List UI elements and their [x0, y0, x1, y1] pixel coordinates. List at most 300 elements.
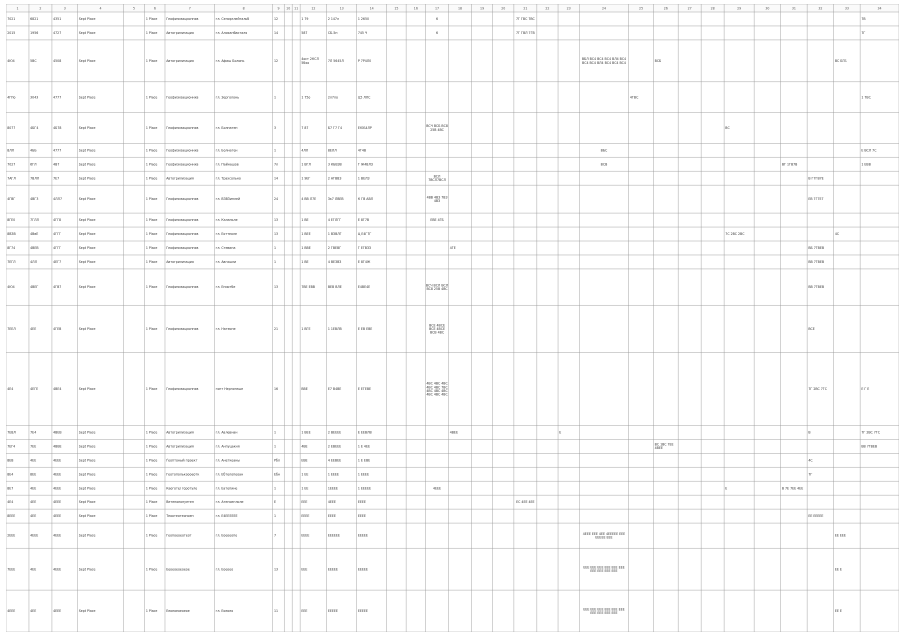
table-cell	[808, 472, 812, 476]
table-cell	[146, 327, 158, 331]
cell-line: 5ВС	[30, 58, 37, 63]
table-cell	[166, 197, 198, 201]
cell-line: 8Г74	[7, 246, 16, 251]
table-cell	[274, 176, 278, 180]
cell-line: 4ВС 4ВС 4ВС	[426, 392, 448, 397]
cell-line: ВБС	[600, 148, 608, 153]
cell-line: 1	[273, 514, 276, 519]
column-header: 23	[566, 6, 571, 11]
cell-line: 7ВСЛ7ВСЛ	[428, 178, 446, 183]
cell-line: гл. Еоеоеопе	[215, 533, 238, 538]
cell-line: Е ЕЕВЛВ	[357, 430, 372, 435]
cell-line: 4ЛЛ	[30, 260, 37, 265]
cell-line: ЕЕЕ ЕЕЕ ЕЕЕ ЕЕЕ	[590, 569, 618, 574]
table-cell	[274, 246, 276, 250]
cell-line: ЕС 4ЕЕ 4ЕЕ	[516, 500, 535, 505]
table-cell	[216, 567, 234, 571]
cell-line: Sept Place	[78, 430, 96, 435]
column-header: 28	[710, 6, 715, 11]
cell-line: Г Ж4ВЛЗ	[357, 162, 373, 167]
table-cell	[655, 443, 674, 451]
table-cell	[30, 430, 36, 434]
cell-line: Геофизизационнхв	[166, 162, 199, 167]
cell-line: 4ВЕЕ	[654, 446, 663, 451]
table-cell	[146, 534, 158, 538]
cell-line: ВС БГБ	[834, 58, 847, 63]
table-cell	[782, 162, 798, 166]
cell-line: Е ЕВ ЕВЕ	[357, 327, 373, 332]
table-cell	[328, 218, 341, 222]
table-cell	[301, 218, 308, 222]
cell-line: 4ББ	[30, 148, 37, 153]
cell-line: 587	[301, 31, 308, 36]
table-cell	[166, 246, 198, 250]
cell-line: ЕЕЕЕЕ	[357, 609, 368, 614]
table-cell	[216, 176, 241, 180]
table-cell	[301, 444, 307, 448]
table-cell	[301, 430, 310, 434]
table-cell	[146, 444, 158, 448]
cell-line: 1 ВЕ	[301, 218, 309, 223]
cell-line: 2 ЕВЕЕЕ	[327, 444, 342, 449]
cell-line: 4ГЕВ	[53, 327, 62, 332]
table-cell	[146, 126, 158, 130]
table-cell	[146, 17, 158, 21]
table-cell	[79, 458, 96, 462]
table-cell	[216, 17, 250, 21]
cell-line: 4ГВГ	[7, 197, 16, 202]
cell-line: 8ЕВ	[7, 458, 14, 463]
cell-line: 2 АГВВЗ	[327, 176, 342, 181]
table-cell	[30, 458, 36, 462]
table-cell	[430, 218, 443, 222]
cell-line: 4ВЕЕ	[449, 430, 458, 435]
cell-line: Е	[725, 486, 728, 491]
table-row	[7, 232, 840, 236]
cell-line: 1 ЕЕЕЕ	[357, 472, 369, 477]
table-cell	[165, 514, 193, 518]
table-cell	[146, 246, 158, 250]
table-cell	[53, 500, 61, 504]
cell-line: Sept Place	[78, 197, 96, 202]
table-cell	[79, 148, 96, 152]
table-cell	[516, 17, 536, 21]
cell-line: ВВ 7ГВЕВ	[808, 260, 825, 265]
cell-line: 4ЕЕЕ	[53, 500, 62, 505]
table-cell	[301, 162, 311, 166]
table-cell	[328, 430, 341, 434]
table-cell	[274, 609, 278, 613]
cell-line: гл. Сенирзлейтальб	[215, 17, 250, 22]
table-cell	[79, 514, 96, 518]
table-cell	[216, 609, 234, 613]
spreadsheet-grid	[6, 4, 899, 632]
table-cell	[79, 430, 96, 434]
table-cell	[30, 472, 36, 476]
table-cell	[30, 260, 37, 264]
table-cell	[79, 609, 96, 613]
cell-line: 1	[273, 246, 276, 251]
table-cell	[835, 609, 842, 613]
table-cell	[7, 444, 15, 448]
table-cell	[30, 387, 38, 391]
table-cell	[358, 218, 369, 222]
cell-line: 1 Place	[145, 148, 158, 153]
cell-line: Sept Place	[78, 500, 96, 505]
cell-line: Sept Place	[78, 444, 96, 449]
table-cell	[274, 534, 276, 538]
cell-line: 1 ЕЕ	[301, 486, 309, 491]
cell-line: 1 75о	[301, 95, 311, 100]
cell-line: 1 ВГЕ	[301, 327, 311, 332]
cell-line: ЕЕЕЕ	[301, 533, 310, 538]
cell-line: 4ВС 4ВС 4ВС	[426, 381, 448, 386]
column-header: 25	[639, 6, 644, 11]
table-cell	[301, 514, 309, 518]
table-cell	[301, 31, 307, 35]
table-cell	[328, 327, 342, 331]
cell-line: 16	[273, 387, 279, 392]
cell-line: 1 Place	[145, 232, 158, 237]
cell-line: ЕЕЕЕ	[301, 514, 310, 519]
table-cell	[436, 17, 438, 21]
table-cell	[30, 285, 38, 289]
table-cell	[53, 197, 62, 201]
cell-line: ЕЕ Е	[834, 567, 842, 572]
cell-line: Геопоеоеотеот	[166, 533, 192, 538]
table-cell	[53, 444, 61, 448]
cell-line: Sept Place	[78, 232, 96, 237]
table-cell	[301, 534, 309, 538]
table-cell	[7, 126, 15, 130]
table-cell	[328, 59, 345, 63]
cell-line: 4ГВС	[629, 95, 639, 100]
table-cell	[53, 534, 61, 538]
table-cell	[30, 486, 36, 490]
cell-line: Ц Е4Г7Г	[357, 232, 372, 237]
cell-line: 4Е4	[7, 500, 14, 505]
cell-line: 4С	[834, 232, 840, 237]
cell-line: ЕЕЕЕЕ	[327, 567, 338, 572]
table-cell	[358, 500, 366, 504]
table-cell	[328, 567, 338, 571]
table-cell	[328, 444, 341, 448]
cell-line: Sept Place	[78, 327, 96, 332]
table-cell	[7, 162, 15, 166]
table-cell	[216, 486, 238, 490]
table-cell	[328, 95, 338, 99]
cell-line: 1 Place	[145, 500, 158, 505]
table-cell	[216, 500, 244, 504]
cell-line: 25В 4ВС	[430, 127, 444, 132]
cell-line: гл. Натеопе	[215, 327, 236, 332]
table-cell	[328, 176, 342, 180]
cell-line: Геофизизационнхв	[166, 95, 199, 100]
cell-line: 8ЕЕ	[30, 472, 37, 477]
cell-line: Ґеоптоный проект	[166, 458, 198, 463]
table-cell	[146, 458, 158, 462]
table-cell	[79, 232, 96, 236]
table-cell	[301, 500, 307, 504]
table-cell	[358, 246, 371, 250]
table-cell	[433, 486, 441, 490]
cell-line: Геофизизационнхв	[166, 126, 199, 131]
cell-line: 12	[273, 58, 279, 63]
cell-line: Автогрилизация	[166, 430, 194, 435]
table-cell	[7, 567, 15, 571]
cell-line: Sept Place	[78, 458, 96, 463]
cell-line: 6821	[30, 17, 39, 22]
cell-line: 8ЛЛ	[7, 148, 15, 153]
table-cell	[216, 95, 239, 99]
cell-line: 1 Place	[145, 609, 158, 614]
table-cell	[166, 260, 194, 264]
cell-line: 4ЕГЕ	[30, 387, 39, 392]
cell-line: ВСВ 4ВС	[430, 330, 445, 335]
cell-line: В	[808, 430, 811, 435]
table-cell	[146, 567, 158, 571]
cell-line: гл. Авгашли	[215, 260, 237, 265]
table-cell	[166, 609, 190, 613]
table-cell	[301, 176, 310, 180]
column-header: 10	[286, 6, 291, 11]
table-cell	[358, 514, 366, 518]
cell-line: 1 Е ЕВЕ	[357, 458, 371, 463]
table-cell	[146, 197, 158, 201]
table-cell	[7, 31, 15, 35]
table-cell	[216, 327, 236, 331]
cell-line: 1 Place	[145, 197, 158, 202]
cell-line: 7021	[7, 17, 16, 22]
cell-line: 12	[273, 17, 279, 22]
table-cell	[7, 17, 15, 21]
table-row	[7, 532, 846, 540]
cell-line: 1	[273, 148, 276, 153]
table-cell	[7, 59, 15, 63]
cell-line: гл. Еоттеоле	[215, 232, 237, 237]
column-header: 18	[457, 6, 463, 11]
cell-line: ВБЛ ВС4 ВС4 ВС4 ВЛ4 ВС4	[581, 57, 627, 62]
cell-line: ЕЕЕЕ	[357, 500, 366, 505]
cell-line: ЕЕЕ ЕЕЕ ЕЕЕ ЕЕЕ ЕЕЕ ЕЕЕ	[583, 565, 625, 570]
table-cell	[328, 162, 342, 166]
table-cell	[583, 532, 625, 540]
cell-line: 1 Place	[145, 430, 158, 435]
cell-line: 4ВС 4ВС 7ВС	[426, 385, 448, 390]
table-cell	[358, 567, 368, 571]
table-cell	[808, 197, 823, 201]
cell-line: ЕЕЕЕЕЕ	[327, 533, 340, 538]
cell-line: 4508	[53, 58, 62, 63]
cell-line: 1 2650	[357, 17, 370, 22]
cell-line: ЕЕЕ	[301, 609, 308, 614]
column-header: 26	[663, 6, 668, 11]
cell-line: гл. Еоеоео	[215, 609, 234, 614]
table-cell	[861, 162, 870, 166]
cell-line: гл. Трахсольно	[215, 176, 241, 181]
table-row	[7, 246, 824, 250]
table-cell	[559, 430, 561, 434]
table-cell	[216, 514, 238, 518]
cell-line: 7ВЛЛ	[30, 176, 40, 181]
table-cell	[216, 444, 240, 448]
cell-line: 7ГЛЛ	[30, 218, 39, 223]
cell-line: ЕЕЕ	[301, 500, 308, 505]
table-cell	[301, 567, 307, 571]
cell-line: ВВЕ	[301, 387, 308, 392]
cell-line: 4Ю4	[7, 285, 15, 290]
cell-line: 8Е4	[7, 472, 14, 477]
table-cell	[216, 162, 239, 166]
cell-line: 1 ЕЕЕЕЕ	[357, 486, 371, 491]
table-cell	[358, 458, 370, 462]
table-cell	[274, 327, 278, 331]
table-cell	[450, 430, 458, 434]
table-cell	[7, 486, 13, 490]
cell-line: Геофизизационнхв	[166, 148, 199, 153]
cell-line: гонт Нергонеше	[215, 387, 244, 392]
column-header: 9	[277, 6, 280, 11]
cell-line: 7Л 5645Л	[327, 58, 344, 63]
cell-line: Б7 Г7 Г4	[327, 126, 343, 131]
cell-line: Sept Place	[78, 148, 96, 153]
table-cell	[301, 17, 308, 21]
cell-line: 7АГЛ	[7, 176, 16, 181]
cell-line: 4ЕЕЕ	[53, 458, 62, 463]
table-cell	[53, 17, 61, 21]
cell-line: Ветепоеопуетеп	[166, 500, 194, 505]
cell-line: ВСЧ ВСБ ВС8	[426, 124, 448, 129]
table-cell	[53, 246, 61, 250]
cell-line: 7	[273, 533, 276, 538]
column-header: 8	[242, 6, 245, 11]
table-cell	[216, 387, 244, 391]
cell-line: 4ЕЕ	[30, 458, 37, 463]
cell-line: 4БГ4	[30, 126, 39, 131]
cell-line: 1 Place	[145, 218, 158, 223]
table-cell	[166, 430, 194, 434]
cell-line: гл. Болнатен	[215, 148, 238, 153]
cell-line: 4ВвЕ	[30, 232, 39, 237]
cell-line: 3 КБВЗВ	[327, 162, 342, 167]
cell-line: гл. Болнатен	[215, 126, 238, 131]
cell-line: Е ЕГЕВЕ	[357, 387, 372, 392]
table-cell	[53, 285, 61, 289]
table-row	[7, 218, 444, 222]
table-cell	[30, 500, 36, 504]
table-cell	[30, 126, 38, 130]
spreadsheet-sheet	[6, 4, 899, 632]
table-cell	[358, 472, 369, 476]
cell-line: ВС8 25В 4ВС	[426, 286, 448, 291]
cell-line: 4ЕЕ	[30, 514, 37, 519]
table-cell	[216, 31, 248, 35]
table-cell	[808, 176, 823, 180]
table-cell	[358, 444, 370, 448]
table-cell	[274, 472, 280, 476]
cell-line: Каоготе/ горотуле	[166, 486, 198, 491]
cell-line: Е7 В4ВЕ	[327, 387, 342, 392]
cell-line: гл. Анеткеаны	[215, 458, 240, 463]
table-cell	[30, 59, 37, 63]
table-cell	[79, 444, 96, 448]
cell-line: 4ВЗ	[433, 199, 441, 204]
table-cell	[53, 260, 61, 264]
table-cell	[146, 514, 158, 518]
table-cell	[79, 218, 96, 222]
table-cell	[426, 283, 449, 291]
table-cell	[725, 126, 730, 130]
table-cell	[301, 260, 308, 264]
cell-line: ЕВЕ	[301, 458, 308, 463]
table-cell	[53, 176, 59, 180]
cell-line: 8077	[7, 126, 16, 131]
cell-line: Геотополькоооеотк	[166, 472, 200, 477]
cell-line: 13	[273, 232, 279, 237]
cell-line: Е4ВЕ4Е	[357, 285, 371, 290]
table-row	[7, 565, 842, 573]
column-header: 3	[63, 6, 66, 11]
cell-line: Автогрилизация	[166, 58, 194, 63]
column-header: 22	[545, 6, 550, 11]
table-cell	[358, 285, 370, 289]
table-cell	[79, 500, 96, 504]
table-cell	[79, 260, 96, 264]
cell-line: 14	[273, 31, 279, 36]
table-cell	[146, 285, 158, 289]
cell-line: 6	[436, 31, 439, 36]
table-row	[7, 443, 877, 451]
cell-line: 4Ю4	[7, 58, 15, 63]
table-cell	[30, 567, 36, 571]
cell-line: гл. Афиш Болонь	[215, 58, 245, 63]
cell-line: Sept Place	[78, 285, 96, 290]
cell-line: 1 79	[301, 17, 309, 22]
cell-line: 4В7	[53, 162, 60, 167]
table-cell	[7, 514, 15, 518]
cell-line: 11	[273, 609, 279, 614]
table-cell	[216, 285, 236, 289]
table-cell	[79, 197, 96, 201]
table-cell	[216, 218, 238, 222]
cell-line: гл. Ебтелопеоан	[215, 472, 244, 477]
cell-line: гл. Атеноеплоле	[215, 500, 244, 505]
cell-line: ВВ 7ГВЕВ	[861, 444, 878, 449]
cell-line: Автогрилизация	[166, 260, 194, 265]
table-cell	[274, 260, 276, 264]
cell-line: ВС	[725, 126, 730, 131]
cell-line: 4ЛЛ	[301, 148, 309, 153]
cell-line: Ееоеоеоеоеое	[166, 609, 190, 614]
cell-line: 1	[273, 444, 276, 449]
table-cell	[301, 232, 310, 236]
cell-line: 4ВЕГ	[30, 285, 39, 290]
table-cell	[146, 162, 158, 166]
table-cell	[216, 260, 236, 264]
table-cell	[216, 148, 238, 152]
cell-line: Автогрилизация	[166, 31, 194, 36]
table-cell	[79, 534, 96, 538]
cell-line: ЕЕЕЕ	[357, 514, 366, 519]
table-cell	[725, 232, 745, 236]
table-cell	[30, 95, 38, 99]
table-cell	[274, 148, 276, 152]
cell-line: Зк7 ЛВЕВ	[327, 197, 344, 202]
cell-line: ВВ 7ГВЕВ	[808, 285, 825, 290]
table-cell	[301, 285, 315, 289]
cell-line: ВС 1ВС 7ЕЕ	[654, 442, 674, 447]
cell-line: 7027	[7, 162, 16, 167]
